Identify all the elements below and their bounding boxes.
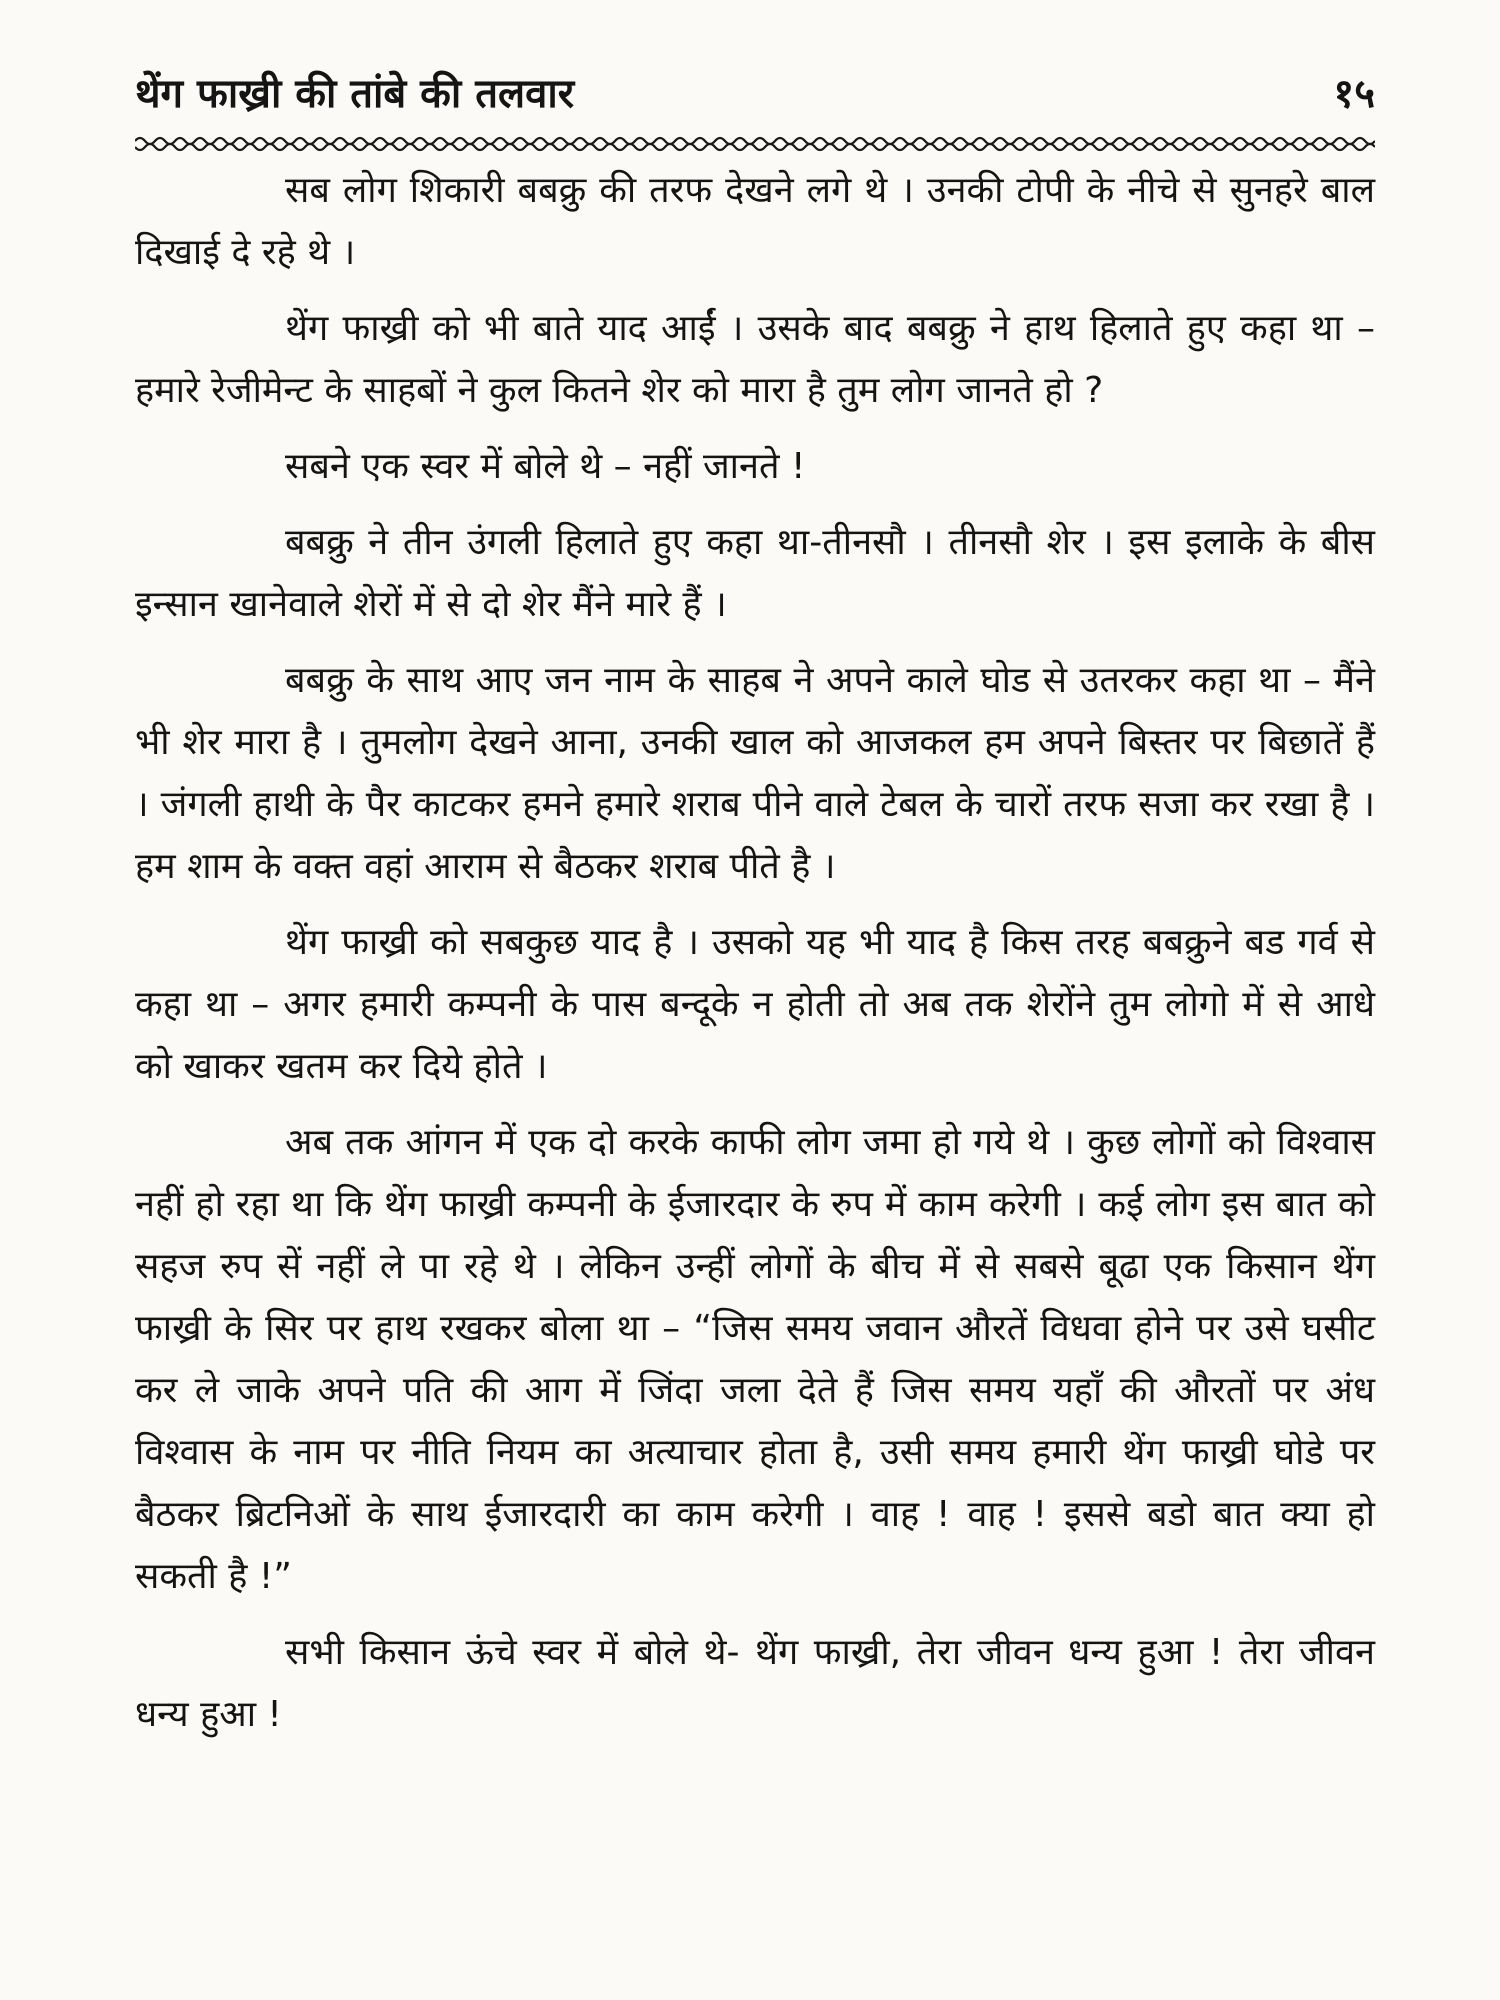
page-title: थेंग फाख्री की तांबे की तलवार (135, 71, 575, 117)
paragraph: थेंग फाख्री को सबकुछ याद है । उसको यह भी याद है किस तरह बबक्रुने बड गर्व से कहा था – अगर हमारी कम्पनी के पास बन्दूके न होती तो अब तक शेरोंने तुम लोगो में से आधे को खाकर खतम कर दिये होते । (135, 922, 1375, 1087)
paragraph: अब तक आंगन में एक दो करके काफी लोग जमा हो गये थे । कुछ लोगों को विश्वास नहीं हो रहा था कि थेंग फाख्री कम्पनी के ईजारदार के रुप में काम करेगी । कई लोग इस बात को सहज रुप सें नहीं ले पा रहे थे । लेकिन उन्हीं लोगों के बीच में से सबसे बूढा एक किसान थेंग फाख्री के सिर पर हाथ रखकर बोला था – “जिस समय जवान औरतें विधवा होने पर उसे घसीट कर ले जाके अपने पति की आग में जिंदा जला देते हैं जिस समय यहाँ की औरतों पर अंध विश्वास के नाम पर नीति नियम का अत्याचार होता है, उसी समय हमारी थेंग फाख्री घोडे पर बैठकर ब्रिटनिओं के साथ ईजारदारी का काम करेगी । वाह ! वाह ! इससे बडो बात क्या हो सकती है !” (135, 1122, 1375, 1597)
wavy-rule-line-lower (135, 144, 1375, 150)
wavy-rule-icon (135, 132, 1375, 154)
paragraph: बबक्रु के साथ आए जन नाम के साहब ने अपने काले घोड से उतरकर कहा था – मैंने भी शेर मारा है । तुमलोग देखने आना, उनकी खाल को आजकल हम अपने बिस्तर पर बिछातें हैं । जंगली हाथी के पैर काटकर हमने हमारे शराब पीने वाले टेबल के चारों तरफ सजा कर रखा है । हम शाम के वक्त वहां आराम से बैठकर शराब पीते है । (135, 660, 1375, 887)
body-text (135, 160, 1375, 1760)
paragraph: बबक्रु ने तीन उंगली हिलाते हुए कहा था-तीनसौ । तीनसौ शेर । इस इलाके के बीस इन्सान खानेवाले शेरों में से दो शेर मैंने मारे हैं । (135, 522, 1375, 625)
paragraph: थेंग फाख्री को भी बाते याद आईं । उसके बाद बबक्रु ने हाथ हिलाते हुए कहा था – हमारे रेजीमेन्ट के साहबों ने कुल कितने शेर को मारा है तुम लोग जानते हो ? (135, 308, 1375, 411)
paragraph: सब लोग शिकारी बबक्रु की तरफ देखने लगे थे । उनकी टोपी के नीचे से सुनहरे बाल दिखाई दे रहे थे । (135, 170, 1375, 273)
running-header (135, 66, 1375, 128)
page-number: १५ (1333, 71, 1375, 117)
paragraph: सबने एक स्वर में बोले थे – नहीं जानते ! (285, 446, 806, 487)
paragraph: सभी किसान ऊंचे स्वर में बोले थे- थेंग फाख्री, तेरा जीवन धन्य हुआ ! तेरा जीवन धन्य हुआ ! (135, 1632, 1375, 1735)
